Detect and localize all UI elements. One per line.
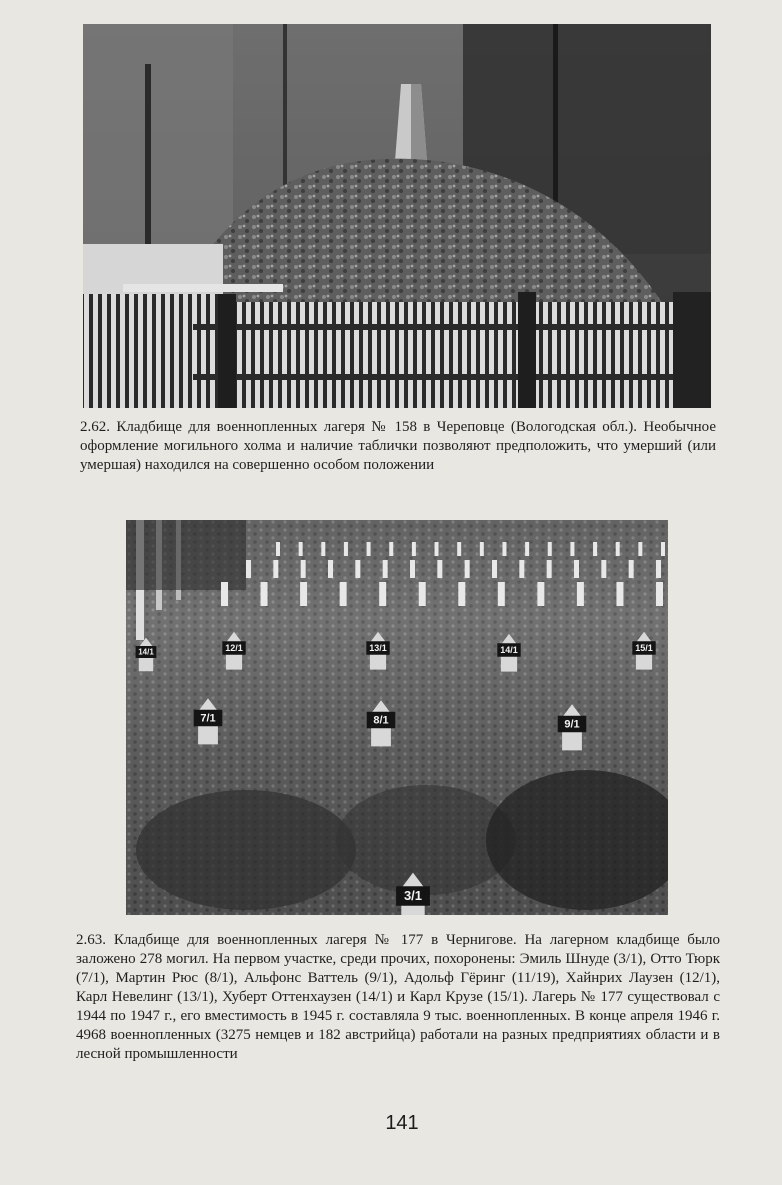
grave-stake [656, 560, 661, 578]
grave-stake [458, 582, 465, 606]
grave-stake [570, 542, 574, 556]
grave-stake [498, 582, 505, 606]
grave-stake [547, 560, 552, 578]
grave-stake [593, 542, 597, 556]
grave-label: 3/1 [403, 887, 423, 903]
grave-stake [537, 582, 544, 606]
grave-stake [465, 560, 470, 578]
grave-label: 12/1 [225, 642, 243, 653]
page-number: 141 [385, 1112, 419, 1134]
grave-label: 9/1 [564, 718, 580, 731]
grave-stake [328, 560, 333, 578]
grave-label: 7/1 [200, 712, 216, 725]
grave-stake [383, 560, 388, 578]
grave-stake [480, 542, 484, 556]
photo-grave-markers [126, 520, 668, 915]
caption-figure-2-63: 2.63. Кладбище для военнопленных лагеря № 177 в Чернигове. На лагерном кладбище было заложено 278 могил. На первом участке, среди прочих, похоронены: Эмиль Шнуде (3/1), Отто Тюрк (7/1), Мартин Рюс (8/1), Альфонс Ваттель (9/1), Адольф Гёринг (11/19), Хайнрих Лаузен (12/1), Карл Невелинг (13/1), Хуберт Оттенхаузен (14/1) и Карл Крузе (15/1). Лагерь № 177 существовал с 1944 по 1947 г., его вместимость в 1945 г. составляла 9 тыс. военнопленных. В конце апреля 1946 г. 4968 военнопленных (3275 немцев и 182 австрийца) работали на разных предприятиях области и в лесной промышленности [76, 932, 720, 1062]
grave-stake [246, 560, 251, 578]
grave-stake [221, 582, 228, 606]
grave-stake [519, 560, 524, 578]
grave-stake [525, 542, 529, 556]
grave-stake [273, 560, 278, 578]
grave-stake [656, 582, 663, 606]
grave-stake [340, 582, 347, 606]
grave-label: 8/1 [373, 714, 389, 727]
grave-stake [437, 560, 442, 578]
grave-stake [321, 542, 325, 556]
grave-stake [367, 542, 371, 556]
grave-stake [300, 582, 307, 606]
grave-stake [502, 542, 506, 556]
grave-label: 14/1 [500, 644, 518, 655]
grave-stake [457, 542, 461, 556]
grave-stake [601, 560, 606, 578]
grave-stake [301, 560, 306, 578]
grave-stake [574, 560, 579, 578]
grave-stake [616, 542, 620, 556]
grave-stake [276, 542, 280, 556]
grave-stake [389, 542, 393, 556]
grave-label: 13/1 [369, 642, 387, 653]
grave-stake [261, 582, 268, 606]
grave-stake [661, 542, 665, 556]
grave-label: 14/1 [138, 647, 154, 657]
burial-mound-image [83, 24, 711, 408]
grave-stake [616, 582, 623, 606]
caption-figure-2-62: 2.62. Кладбище для военнопленных лагеря № 158 в Череповце (Вологодская обл.). Необычное оформление могильного холма и наличие таблички позволяют предположить, что умерший (или умершая) находился на совершенно особом положении [80, 419, 716, 473]
grave-stake [344, 542, 348, 556]
grave-stake [379, 582, 386, 606]
grave-stake [412, 542, 416, 556]
grave-stake [419, 582, 426, 606]
grave-label: 15/1 [635, 642, 653, 653]
photo-burial-mound [83, 24, 711, 408]
grave-stake [410, 560, 415, 578]
grave-stake [299, 542, 303, 556]
grave-markers-image [126, 520, 668, 915]
grave-stake [638, 542, 642, 556]
grave-stake [577, 582, 584, 606]
grave-stake [435, 542, 439, 556]
grave-stake [629, 560, 634, 578]
grave-stake [355, 560, 360, 578]
grave-stake [548, 542, 552, 556]
grave-stake [492, 560, 497, 578]
